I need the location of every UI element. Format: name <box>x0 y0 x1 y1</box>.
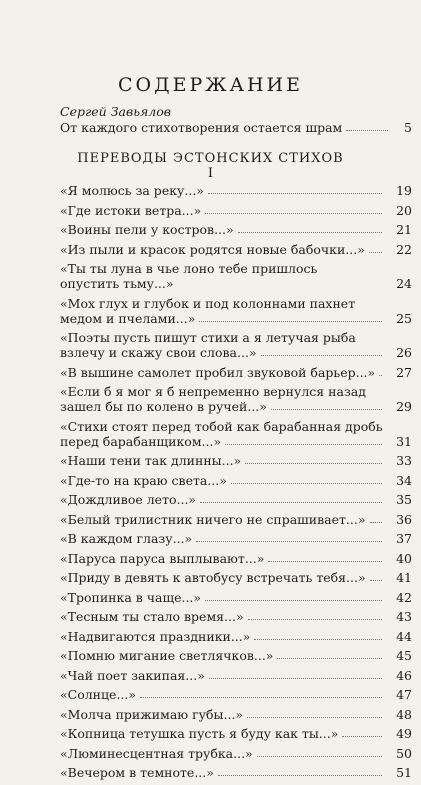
leader-dots <box>205 203 382 214</box>
toc-entry-text: «Где истоки ветра...» <box>60 202 202 218</box>
toc-entry-line <box>60 345 386 360</box>
toc-entry-text: «Чай поет закипая...» <box>60 667 205 683</box>
leader-dots <box>140 687 382 698</box>
toc-entry <box>60 765 412 780</box>
toc-entry-page: 42 <box>396 589 412 605</box>
toc-entry-page: 34 <box>396 472 412 488</box>
toc-entry-line <box>60 707 386 722</box>
toc-entry <box>60 746 412 761</box>
toc-entry-text: «Где-то на краю света...» <box>60 472 227 488</box>
toc-entry-page: 35 <box>396 492 412 507</box>
toc-entry-text: «Солнце...» <box>60 687 137 702</box>
section-title: ПЕРЕВОДЫ ЭСТОНСКИХ СТИХОВ <box>77 151 344 166</box>
leader-dots <box>209 668 382 679</box>
toc-entry-line <box>60 242 386 257</box>
toc-entry-page: 29 <box>396 399 412 414</box>
toc-entry-text: «Наши тени так длинны...» <box>60 453 242 468</box>
intro-entry <box>60 120 412 135</box>
leader-dots <box>370 570 382 581</box>
toc-entry-page: 44 <box>396 628 412 644</box>
toc-entry-text: «Поэты пусть пишут стихи а я летучая рыба <box>60 330 356 345</box>
leader-dots <box>245 453 382 464</box>
toc-entry-page: 41 <box>396 570 412 585</box>
toc-entry-line <box>60 668 386 683</box>
leader-dots <box>231 473 382 484</box>
toc-entry-text: «Я молюсь за реку...» <box>60 183 204 198</box>
toc-entry-page: 21 <box>396 222 412 237</box>
toc-entry-line <box>60 531 386 546</box>
toc-entry <box>60 183 412 198</box>
toc-entry <box>60 203 412 218</box>
toc-entry-text: перед барабанщиком...» <box>60 433 222 449</box>
toc-entry-page: 43 <box>396 609 412 624</box>
toc-entry-page: 27 <box>396 364 412 380</box>
toc-entry-text: «Копница тетушка пусть я буду как ты...» <box>60 726 339 741</box>
leader-dots <box>200 492 382 503</box>
toc-entry-page: 45 <box>396 648 412 663</box>
toc-entry <box>60 726 412 741</box>
toc-entry-text: «Вечером в темноте...» <box>60 765 214 780</box>
intro-author: Сергей Завьялов <box>60 104 172 119</box>
toc-entry-text: «Мох глух и глубок и под колоннами пахнет <box>60 295 356 311</box>
toc-entry <box>60 330 412 360</box>
leader-dots <box>208 183 382 194</box>
leader-dots <box>225 434 382 445</box>
toc-entry-line <box>60 590 386 605</box>
leader-dots <box>346 120 388 131</box>
toc-entry-line <box>60 648 386 663</box>
leader-dots <box>379 365 382 376</box>
toc-entry <box>60 590 412 605</box>
toc-entry-text: «Тесным ты стало время...» <box>60 609 244 624</box>
leader-dots <box>369 242 382 253</box>
toc-entry-line <box>60 183 386 198</box>
toc-entry-line <box>60 746 386 761</box>
toc-entry-page: 37 <box>396 531 412 546</box>
toc-entry-text: «Если б я мог я б непременно вернулся назад <box>60 384 366 399</box>
toc-entry <box>60 242 412 257</box>
toc-entry <box>60 261 412 291</box>
toc-entry-line <box>60 765 386 780</box>
toc-entry <box>60 492 412 507</box>
toc-entry-page: 49 <box>396 726 412 741</box>
toc-entry <box>60 473 412 488</box>
toc-entry-page: 19 <box>396 183 412 198</box>
toc-entry-text: «Дождливое лето...» <box>60 492 197 507</box>
leader-dots <box>238 222 382 233</box>
toc-entry-line <box>60 551 386 566</box>
toc-entry-page: 25 <box>396 310 412 326</box>
toc-entry-page: 50 <box>396 745 412 761</box>
toc-entry-page: 36 <box>396 511 412 527</box>
toc-entry-text: «Тропинка в чаще...» <box>60 589 202 605</box>
toc-entry-page: 24 <box>396 276 412 291</box>
toc-entry <box>60 453 412 468</box>
toc-entry-line <box>60 512 386 527</box>
toc-entry-text: «Паруса паруса выплывают...» <box>60 550 265 566</box>
toc-entry <box>60 551 412 566</box>
toc-entry <box>60 512 412 527</box>
toc-entry-text: «В вышине самолет пробил звуковой барьер...» <box>60 364 376 380</box>
toc-entry <box>60 365 412 380</box>
toc-entry-text: «Из пыли и красок родятся новые бабочки...» <box>60 241 365 257</box>
toc-entry-text: взлечу и скажу свои слова...» <box>60 345 257 360</box>
toc-entry <box>60 570 412 585</box>
toc-entry-page: 47 <box>396 687 412 702</box>
leader-dots <box>271 399 382 410</box>
toc-entry-text: «Белый трилистник ничего не спрашивает...» <box>60 511 366 527</box>
toc-entry-page: 22 <box>396 241 412 257</box>
toc-entry-line <box>60 629 386 644</box>
toc-entry-line <box>60 222 386 237</box>
toc-entry-text: «Надвигаются праздники...» <box>60 628 251 644</box>
leader-dots <box>248 609 382 620</box>
toc-entry-line <box>60 365 386 380</box>
leader-dots <box>254 629 382 640</box>
toc-entry-line <box>60 492 386 507</box>
leader-dots <box>257 746 382 757</box>
toc-entry-page: 51 <box>396 765 412 780</box>
page-title: СОДЕРЖАНИЕ <box>118 74 303 96</box>
toc-entry <box>60 609 412 624</box>
toc-entry-line <box>60 687 386 702</box>
toc-entry-page: 48 <box>396 706 412 722</box>
toc-entry <box>60 668 412 683</box>
leader-dots <box>218 765 382 776</box>
toc-entry-page: 31 <box>396 433 412 449</box>
toc-entry-text: «Помню мигание светлячков...» <box>60 648 274 663</box>
toc-entry <box>60 687 412 702</box>
toc-entry-line <box>60 570 386 585</box>
toc-entry-text: «Люминесцентная трубка...» <box>60 745 253 761</box>
toc-entry <box>60 384 412 414</box>
leader-dots <box>199 311 382 322</box>
leader-dots <box>196 531 382 542</box>
toc-entry-line <box>60 203 386 218</box>
toc-entry-text: «В каждом глазу...» <box>60 531 193 546</box>
toc-entry-line <box>60 261 386 291</box>
toc-entry-line <box>60 473 386 488</box>
toc-entry-line <box>60 399 386 414</box>
toc-entry-text: медом и пчелами...» <box>60 310 196 326</box>
intro-entry-title: От каждого стихотворения остается шрам <box>60 120 343 135</box>
toc-entry <box>60 648 412 663</box>
toc-entry-text: зашел бы по колено в ручей...» <box>60 399 267 414</box>
toc-entry <box>60 222 412 237</box>
leader-dots <box>261 345 382 356</box>
leader-dots <box>268 551 382 562</box>
leader-dots <box>277 648 382 659</box>
toc-entry-line <box>60 311 386 326</box>
toc-entry-text: «Приду в девять к автобусу встречать тебя...» <box>60 570 366 585</box>
toc-entry-line <box>60 453 386 468</box>
toc-entry-page: 40 <box>396 550 412 566</box>
section-numeral: I <box>207 166 214 181</box>
leader-dots <box>205 590 382 601</box>
toc-entry <box>60 531 412 546</box>
toc-entry-page: 26 <box>396 345 412 360</box>
leader-dots <box>370 512 383 523</box>
toc-entry-text: «Молча прижимаю губы...» <box>60 706 244 722</box>
toc-entry-text: «Ты ты луна в чье лоно тебе пришлось опустить тьму...» <box>60 261 318 291</box>
toc-entry-page: 20 <box>396 202 412 218</box>
toc-entry-line <box>60 609 386 624</box>
leader-dots <box>342 726 382 737</box>
toc-entry-page: 33 <box>396 453 412 468</box>
toc-entry-page: 46 <box>396 667 412 683</box>
toc-entry <box>60 629 412 644</box>
toc-entry-text: «Стихи стоят перед тобой как барабанная дробь <box>60 418 383 434</box>
toc-entry-line <box>60 726 386 741</box>
toc-entry <box>60 707 412 722</box>
toc-entry <box>60 296 412 326</box>
toc-entry-text: «Воины пели у костров...» <box>60 222 234 237</box>
toc-entry <box>60 419 412 449</box>
intro-entry-page: 5 <box>404 120 412 135</box>
toc-entry-line <box>60 434 386 449</box>
toc-list <box>60 183 412 785</box>
